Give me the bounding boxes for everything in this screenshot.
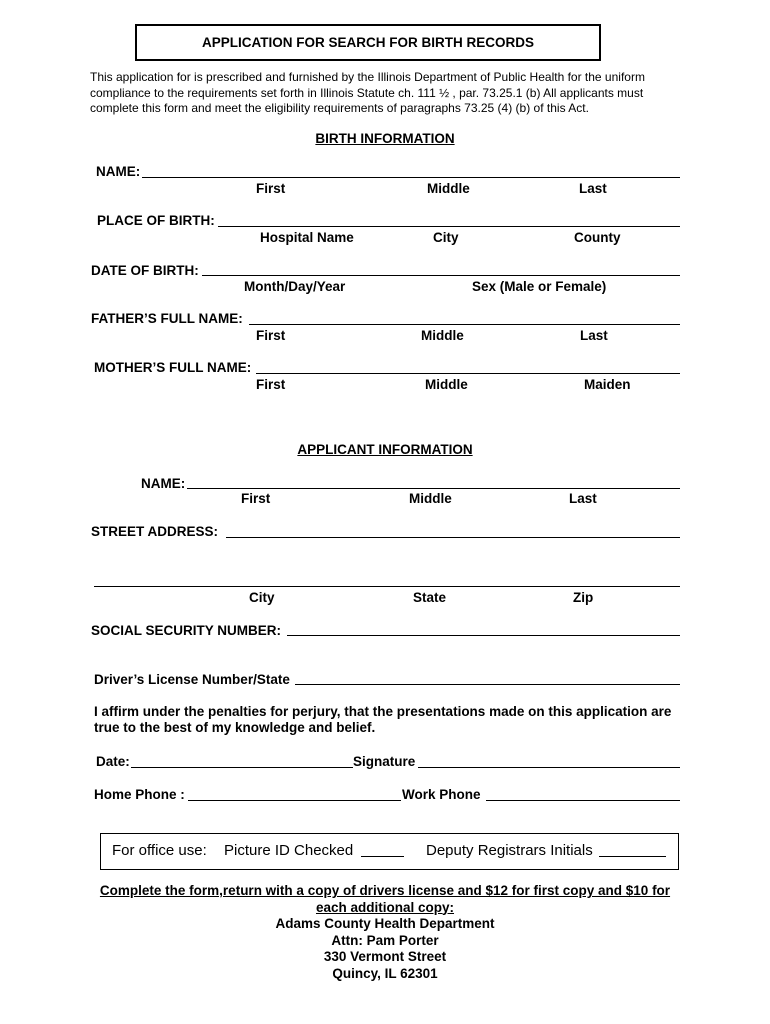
footer-city: Quincy, IL 62301 xyxy=(332,965,438,981)
place-city-caption: City xyxy=(433,230,459,245)
date-label: Date: xyxy=(96,754,130,769)
footer-street: 330 Vermont Street xyxy=(323,949,447,964)
footer-department: Adams County Health Department xyxy=(275,916,495,931)
place-hospital-caption: Hospital Name xyxy=(260,230,354,245)
office-use-box xyxy=(100,833,679,870)
perjury-affirmation: I affirm under the penalties for perjury, that the presentations made on this application are true to the best of my knowledge and belief. xyxy=(94,704,672,735)
dob-month-day-year-caption: Month/Day/Year xyxy=(244,279,346,294)
drivers-license-label: Driver’s License Number/State xyxy=(94,672,290,687)
applicant-middle-caption: Middle xyxy=(409,491,452,506)
birth-name-last-caption: Last xyxy=(579,181,607,196)
father-last-caption: Last xyxy=(580,328,608,343)
birth-name-first-caption: First xyxy=(256,181,286,196)
date-field[interactable] xyxy=(131,767,353,768)
address-state-caption: State xyxy=(413,590,447,605)
place-county-caption: County xyxy=(574,230,621,245)
deputy-initials-label: Deputy Registrars Initials xyxy=(426,842,593,859)
applicant-last-caption: Last xyxy=(569,491,597,506)
ssn-label: SOCIAL SECURITY NUMBER: xyxy=(91,623,282,638)
intro-paragraph: This application for is prescribed and furnished by the Illinois Department of Public Health for the uniform compliance to the requirements set forth in Illinois Statute ch. 111 ½ , par. 73.25.1 (b) All applicants must complete this form and meet the eligibility requirements of paragraphs 73.25 (4) (b) of this Act. xyxy=(90,70,645,115)
mother-maiden-caption: Maiden xyxy=(584,377,631,392)
applicant-name-label: NAME: xyxy=(141,476,186,491)
address-city-caption: City xyxy=(249,590,275,605)
dob-sex-caption: Sex (Male or Female) xyxy=(472,279,607,294)
picture-id-field[interactable] xyxy=(361,856,404,857)
signature-label: Signature xyxy=(353,754,416,769)
father-middle-caption: Middle xyxy=(421,328,464,343)
father-name-label: FATHER’S FULL NAME: xyxy=(91,311,243,326)
signature-field[interactable] xyxy=(418,767,680,768)
ssn-field[interactable] xyxy=(287,635,680,636)
birth-name-middle-caption: Middle xyxy=(427,181,470,196)
footer-instruction-line-1: Complete the form,return with a copy of drivers license and $12 for first copy and $10 for xyxy=(99,883,671,898)
form-title: APPLICATION FOR SEARCH FOR BIRTH RECORDS xyxy=(135,24,601,61)
applicant-name-field[interactable] xyxy=(187,488,680,489)
mother-middle-caption: Middle xyxy=(425,377,468,392)
city-state-zip-field[interactable] xyxy=(94,586,680,587)
date-of-birth-label: DATE OF BIRTH: xyxy=(91,263,199,278)
applicant-first-caption: First xyxy=(241,491,271,506)
deputy-initials-field[interactable] xyxy=(599,856,666,857)
birth-name-label: NAME: xyxy=(96,164,141,179)
footer-instruction-line-2: each additional copy: xyxy=(315,899,455,915)
birth-name-field[interactable] xyxy=(142,177,680,178)
street-address-label: STREET ADDRESS: xyxy=(91,524,219,539)
father-first-caption: First xyxy=(256,328,286,343)
date-of-birth-field[interactable] xyxy=(202,275,680,276)
place-of-birth-field[interactable] xyxy=(218,226,680,227)
mother-name-field[interactable] xyxy=(256,373,680,374)
father-name-field[interactable] xyxy=(249,324,680,325)
place-of-birth-label: PLACE OF BIRTH: xyxy=(97,213,215,228)
work-phone-label: Work Phone xyxy=(402,787,481,802)
applicant-information-heading: APPLICANT INFORMATION xyxy=(297,442,473,457)
home-phone-label: Home Phone : xyxy=(94,787,185,802)
drivers-license-field[interactable] xyxy=(295,684,680,685)
mother-first-caption: First xyxy=(256,377,286,392)
office-use-label: For office use: xyxy=(112,842,207,859)
birth-information-heading: BIRTH INFORMATION xyxy=(315,131,455,146)
address-zip-caption: Zip xyxy=(573,590,594,605)
work-phone-field[interactable] xyxy=(486,800,680,801)
picture-id-label: Picture ID Checked xyxy=(224,842,354,859)
street-address-field[interactable] xyxy=(226,537,680,538)
footer-instructions xyxy=(85,883,685,982)
footer-attention: Attn: Pam Porter xyxy=(331,932,439,948)
mother-name-label: MOTHER’S FULL NAME: xyxy=(94,360,252,375)
home-phone-field[interactable] xyxy=(188,800,401,801)
